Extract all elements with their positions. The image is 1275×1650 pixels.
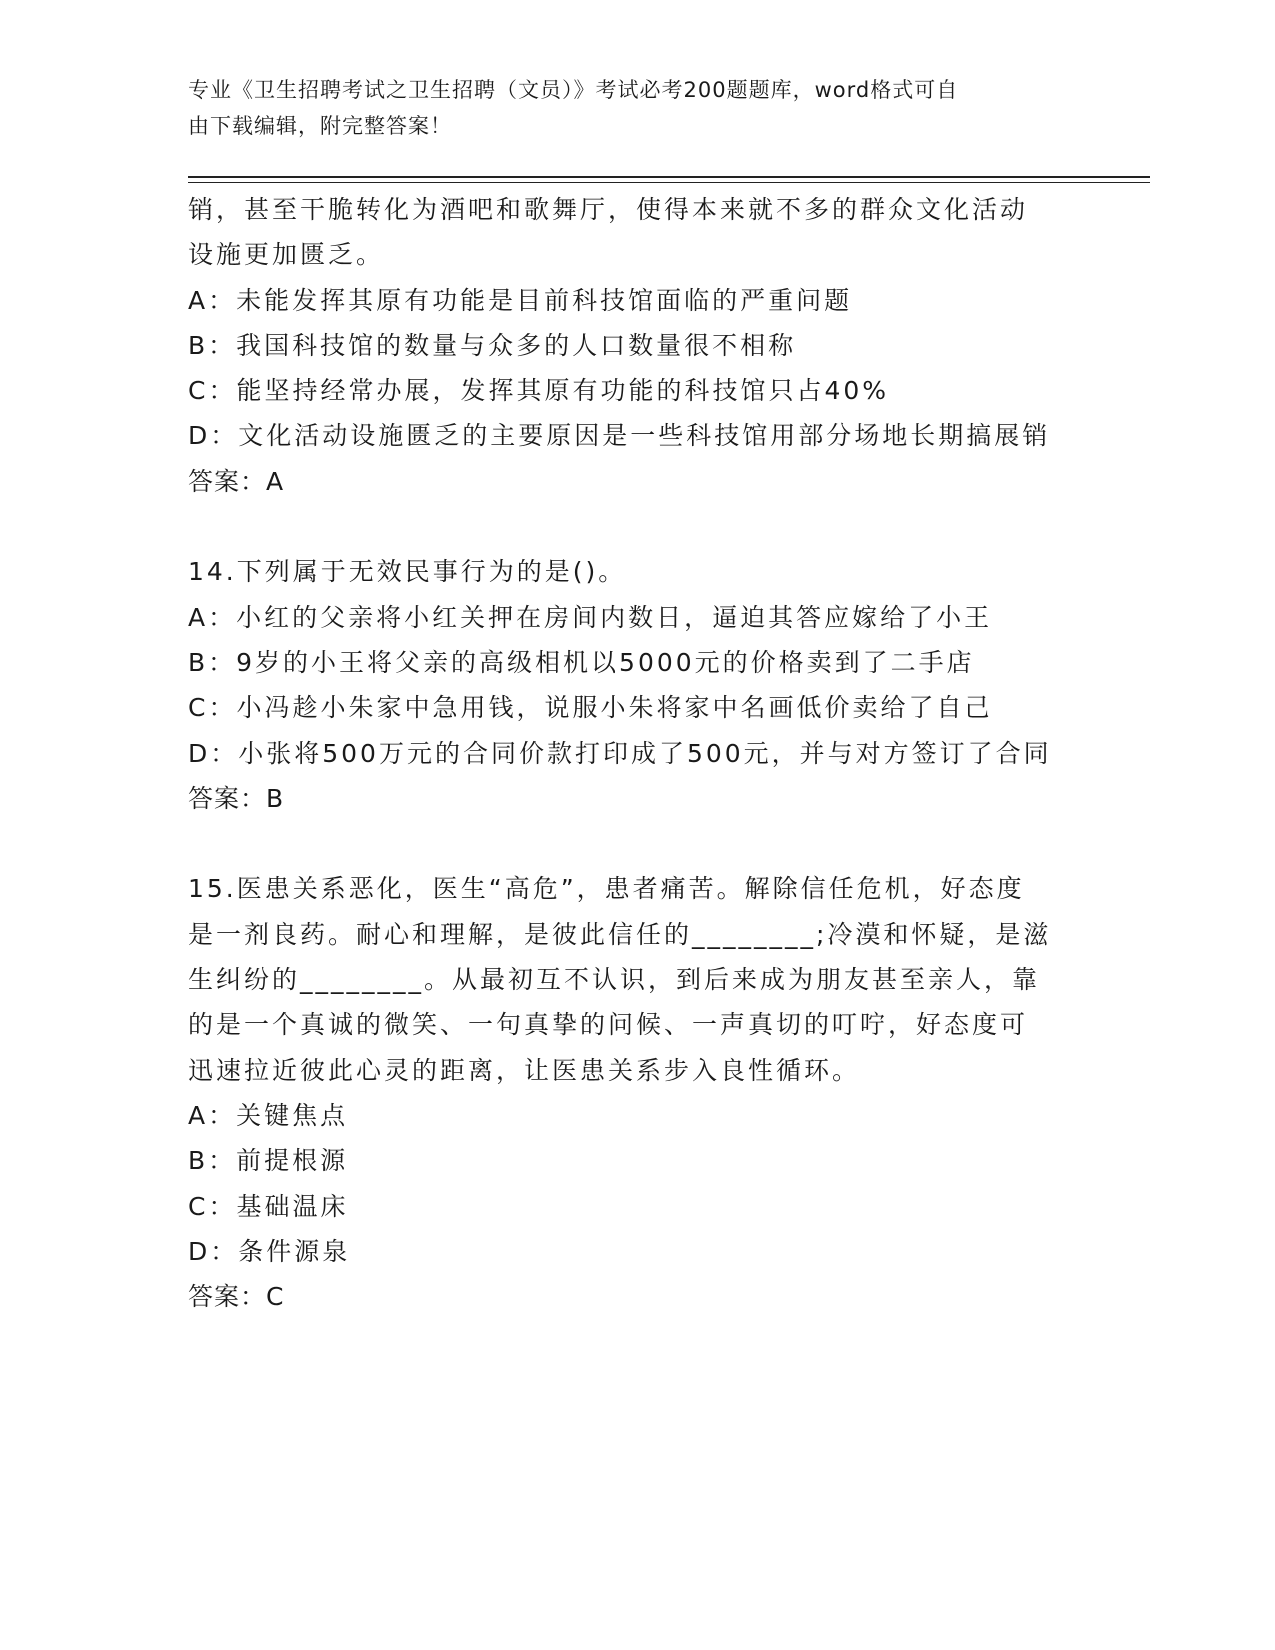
- option-a: A：未能发挥其原有功能是目前科技馆面临的严重问题: [188, 285, 853, 315]
- question-stem-line: 生纠纷的________。从最初互不认识，到后来成为朋友甚至亲人，靠: [188, 965, 1041, 995]
- header-line-1: 专业《卫生招聘考试之卫生招聘（文员）》考试必考200题题库，word格式可自: [188, 78, 959, 102]
- option-c: C：能坚持经常办展，发挥其原有功能的科技馆只占40%: [188, 376, 890, 406]
- option-b: B：前提根源: [188, 1146, 349, 1176]
- option-b: B：我国科技馆的数量与众多的人口数量很不相称: [188, 330, 797, 360]
- document-header: [188, 72, 1068, 144]
- question-stem-line: 迅速拉近彼此心灵的距离，让医患关系步入良性循环。: [188, 1055, 861, 1085]
- option-a: A：关键焦点: [188, 1100, 349, 1130]
- answer: 答案：C: [188, 1282, 285, 1312]
- option-d: D：条件源泉: [188, 1236, 351, 1266]
- spacer: [188, 504, 1088, 549]
- option-c: C：基础温床: [188, 1191, 349, 1221]
- option-c: C：小冯趁小朱家中急用钱，说服小朱将家中名画低价卖给了自己: [188, 693, 993, 723]
- option-d: D：小张将500万元的合同价款打印成了500元，并与对方签订了合同: [188, 738, 1052, 768]
- question-stem-line: 设施更加匮乏。: [188, 240, 385, 270]
- question-stem-line: 是一剂良药。耐心和理解，是彼此信任的________;冷漠和怀疑，是滋: [188, 919, 1052, 949]
- question-13: [188, 187, 1088, 504]
- question-stem-line: 的是一个真诚的微笑、一句真挚的问候、一声真切的叮咛，好态度可: [188, 1010, 1029, 1040]
- question-14: [188, 549, 1088, 821]
- answer: 答案：A: [188, 466, 285, 496]
- header-divider-thin: [188, 182, 1150, 183]
- question-content: [188, 187, 1088, 1319]
- spacer: [188, 821, 1088, 866]
- option-d: D：文化活动设施匮乏的主要原因是一些科技馆用部分场地长期搞展销: [188, 421, 1051, 451]
- question-15: [188, 866, 1088, 1319]
- question-stem-line: 15.医患关系恶化，医生“高危”，患者痛苦。解除信任危机，好态度: [188, 874, 1025, 904]
- header-line-2: 由下载编辑，附完整答案！: [188, 114, 452, 138]
- question-stem-line: 销，甚至干脆转化为酒吧和歌舞厅，使得本来就不多的群众文化活动: [188, 195, 1029, 224]
- option-a: A：小红的父亲将小红关押在房间内数日，逼迫其答应嫁给了小王: [188, 602, 993, 632]
- question-stem: 14.下列属于无效民事行为的是()。: [188, 557, 627, 587]
- option-b: B：9岁的小王将父亲的高级相机以5000元的价格卖到了二手店: [188, 647, 975, 677]
- answer: 答案：B: [188, 783, 285, 813]
- header-divider-thick: [188, 176, 1150, 178]
